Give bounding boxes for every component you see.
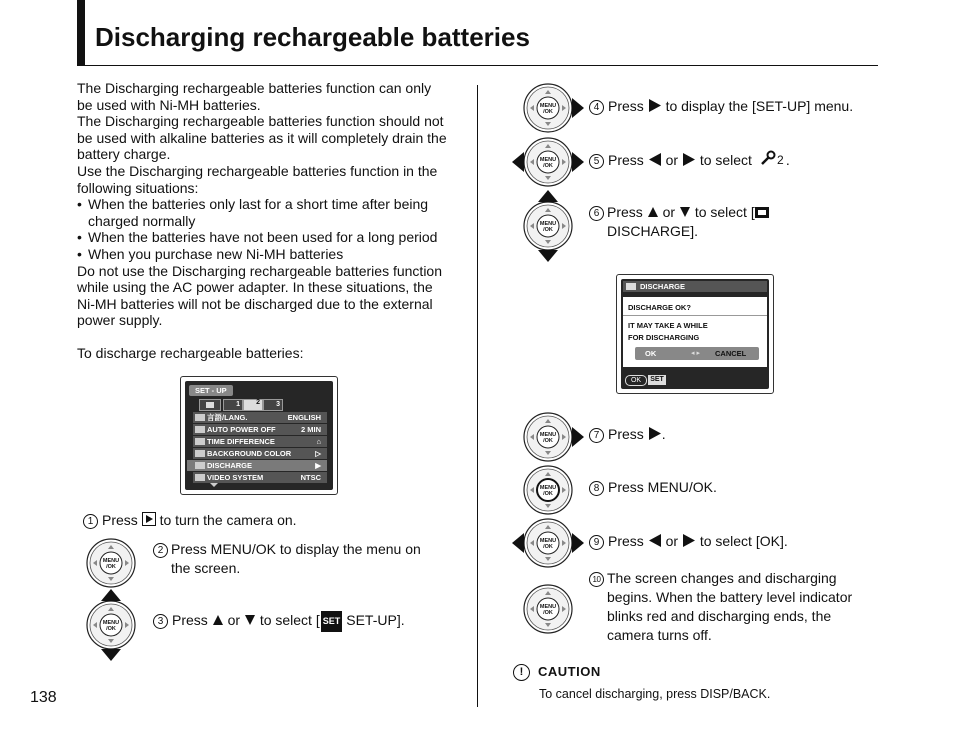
title-rule (85, 65, 878, 66)
right-arrow-icon (682, 153, 696, 166)
title-bar (77, 0, 85, 66)
svg-text:/OK: /OK (543, 438, 553, 444)
svg-text:MENU: MENU (539, 103, 557, 109)
right-arrow-icon (682, 534, 696, 547)
setup-tab-3: 3 (263, 399, 283, 411)
svg-text:/OK: /OK (543, 491, 553, 497)
intro-paragraph: Use the Discharging rechargeable batteries function in the following situations: (77, 162, 438, 196)
discharge-icon (755, 207, 769, 218)
svg-text:/OK: /OK (543, 109, 553, 115)
wrench-2-icon (760, 150, 786, 166)
setup-row-video-system[interactable]: VIDEO SYSTEM NTSC (193, 472, 327, 483)
svg-text:/OK: /OK (543, 163, 553, 169)
discharge-body: DISCHARGE OK? IT MAY TAKE A WHILE FOR DISCHARGING OK ◂ ▸ CANCEL (623, 297, 767, 367)
list-item: • When you purchase new Ni-MH batteries (77, 246, 449, 263)
caution-icon: ! (513, 664, 530, 681)
setup-menu-screen (180, 376, 338, 495)
step-10: 10 The screen changes and discharging begins. When the battery level indicator blinks red and discharging ends, the camera turns off. (589, 569, 869, 645)
up-arrow-icon (647, 206, 659, 218)
dpad-icon (512, 573, 584, 645)
right-arrow-icon (648, 427, 662, 440)
step-2: 2 Press MENU/OK to display the menu on the screen. (153, 540, 438, 578)
discharge-confirm-screen (616, 274, 774, 394)
list-item: • When the batteries have not been used for a long period (77, 229, 449, 246)
setup-row-discharge[interactable]: DISCHARGE ▶ (187, 460, 327, 471)
svg-text:MENU: MENU (102, 558, 120, 564)
ok-cancel-selector[interactable] (635, 347, 759, 360)
set-icon: SET (321, 611, 343, 632)
left-arrow-icon (648, 153, 662, 166)
intro-paragraph: The Discharging rechargeable batteries function can only be used with Ni-MH batteries. (77, 80, 432, 113)
left-arrow-icon (648, 534, 662, 547)
selector-arrows-icon: ◂ ▸ (691, 350, 700, 357)
cancel-option[interactable]: CANCEL (715, 349, 747, 358)
intro-paragraph: To discharge rechargeable batteries: (77, 344, 304, 361)
svg-text:MENU: MENU (539, 538, 557, 544)
svg-text:/OK: /OK (106, 626, 116, 632)
svg-text:/OK: /OK (543, 544, 553, 550)
situation-list (77, 196, 449, 262)
step-9: 9 Press or to select [OK]. (589, 532, 788, 551)
caution-title: CAUTION (538, 664, 601, 679)
svg-text:/OK: /OK (543, 227, 553, 233)
step-6: 6 Press or to select [ DISCHARGE]. (589, 203, 789, 241)
setup-tab-2: 2 (243, 399, 263, 411)
dpad-icon (512, 126, 584, 198)
setup-row-auto-power-off[interactable]: AUTO POWER OFF 2 MIN (193, 424, 327, 435)
up-arrow-icon (212, 614, 224, 626)
setup-row-language[interactable]: 言語/LANG. ENGLISH (193, 412, 327, 423)
down-arrow-icon (679, 206, 691, 218)
intro-paragraph: The Discharging rechargeable batteries function should not be used with alkaline batteries as it will completely drain the battery charge. (77, 113, 447, 163)
intro-paragraph: Do not use the Discharging rechargeable batteries function while using the AC power adapter. In these situations, the Ni-MH batteries will not be discharged due to the external power supply. (77, 262, 442, 329)
right-arrow-icon (648, 99, 662, 112)
dpad-icon (75, 589, 147, 661)
setup-tab-camera (199, 399, 221, 411)
setup-row-background-color[interactable]: BACKGROUND COLOR ▷ (193, 448, 327, 459)
setup-tab-1: 1 (223, 399, 243, 411)
caution-text: To cancel discharging, press DISP/BACK. (539, 687, 771, 701)
svg-text:2: 2 (776, 153, 784, 166)
svg-text:MENU: MENU (539, 604, 557, 610)
step-8: 8 Press MENU/OK. (589, 478, 717, 497)
column-divider (477, 85, 478, 707)
page-title: Discharging rechargeable batteries (95, 22, 530, 52)
step-7: 7 Press . (589, 425, 666, 444)
dpad-icon (512, 507, 584, 579)
down-arrow-icon (244, 614, 256, 626)
dpad-icon (512, 190, 584, 262)
svg-text:MENU: MENU (539, 432, 557, 438)
ok-set-footer: OK SET (625, 375, 667, 385)
setup-header: SET - UP (189, 385, 233, 396)
step-1: 1 Press to turn the camera on. (83, 511, 297, 530)
svg-text:MENU: MENU (539, 157, 557, 163)
svg-text:/OK: /OK (543, 610, 553, 616)
step-4: 4 Press to display the [SET-UP] menu. (589, 97, 853, 116)
playback-button-icon (142, 512, 156, 526)
scroll-down-icon (210, 483, 218, 487)
ok-option[interactable]: OK (645, 349, 657, 358)
svg-text:MENU: MENU (539, 485, 557, 491)
step-5: 5 Press or to select 2 . (589, 150, 790, 170)
discharge-header: DISCHARGE (623, 281, 767, 292)
intro-text (77, 80, 449, 362)
list-item: • When the batteries only last for a short time after being charged normally (77, 196, 449, 229)
setup-row-time-difference[interactable]: TIME DIFFERENCE ⌂ (193, 436, 327, 447)
svg-text:/OK: /OK (106, 564, 116, 570)
step-3: 3 Press or to select [ SET SET-UP]. (153, 611, 405, 632)
page-number: 138 (30, 689, 57, 706)
svg-text:MENU: MENU (102, 620, 120, 626)
svg-text:MENU: MENU (539, 221, 557, 227)
